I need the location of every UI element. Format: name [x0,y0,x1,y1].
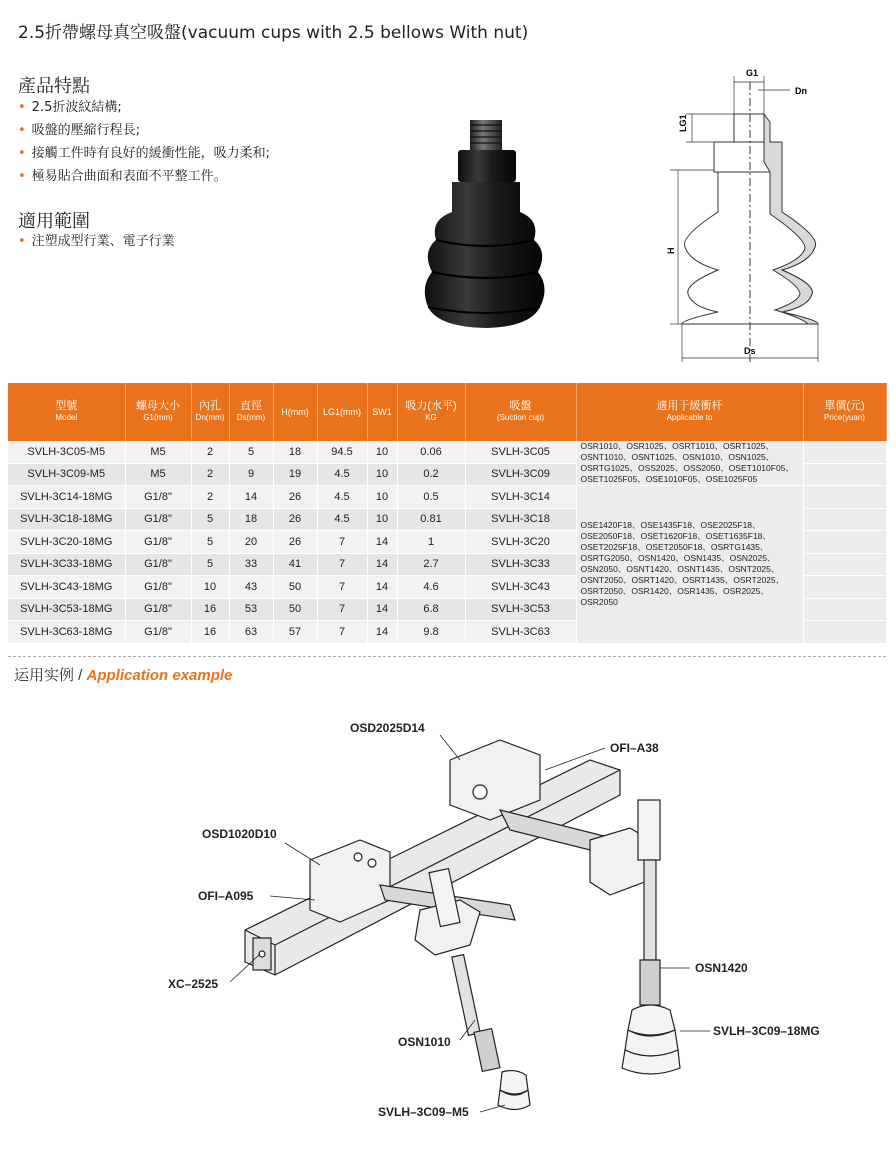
cell-cup: SVLH-3C63 [465,621,576,644]
col-header: LG1(mm) [317,383,367,441]
cell-cup: SVLH-3C53 [465,598,576,621]
cell-ds: 9 [229,463,273,486]
features-list [18,96,270,188]
cell-model: SVLH-3C20-18MG [8,531,125,554]
cell-h: 57 [273,621,317,644]
cell-dn: 16 [191,598,229,621]
cell-lg1: 7 [317,598,367,621]
cell-kg: 4.6 [397,576,465,599]
cell-sw1: 10 [367,486,397,509]
cell-sw1: 10 [367,463,397,486]
product-photo [410,112,550,337]
cell-price [803,441,886,463]
cell-model: SVLH-3C33-18MG [8,553,125,576]
col-header: H(mm) [273,383,317,441]
cell-g1: M5 [125,441,191,463]
cell-sw1: 14 [367,598,397,621]
usage-heading: 適用範圍 [18,211,90,232]
cell-ds: 20 [229,531,273,554]
cell-dn: 2 [191,441,229,463]
feature-item: • 極易貼合曲面和表面不平整工件。 [18,169,227,184]
g1-label: G1 [746,68,759,78]
table-row [8,486,886,509]
cell-kg: 2.7 [397,553,465,576]
col-header: 螺母大小 G1(mm) [125,383,191,441]
label-osd2025d14: OSD2025D14 [350,721,425,735]
usage-list [18,230,175,253]
cell-price [803,553,886,576]
cell-cup: SVLH-3C09 [465,463,576,486]
cell-cup: SVLH-3C20 [465,531,576,554]
cell-dn: 5 [191,553,229,576]
cell-lg1: 7 [317,621,367,644]
cell-lg1: 4.5 [317,508,367,531]
cell-cup: SVLH-3C43 [465,576,576,599]
cell-cup: SVLH-3C18 [465,508,576,531]
label-svlh-3c09-18mg: SVLH–3C09–18MG [713,1024,820,1038]
cell-g1: G1/8" [125,553,191,576]
cell-dn: 5 [191,531,229,554]
cell-g1: G1/8" [125,486,191,509]
cell-ds: 63 [229,621,273,644]
cell-h: 26 [273,508,317,531]
cell-h: 26 [273,531,317,554]
cell-lg1: 94.5 [317,441,367,463]
label-osn1420: OSN1420 [695,961,748,975]
section-divider [8,656,886,657]
usage-item: • 注塑成型行業、電子行業 [18,234,175,249]
cell-sw1: 14 [367,621,397,644]
cell-kg: 1 [397,531,465,554]
col-header: 單價(元) Price(yuan) [803,383,886,441]
cell-kg: 0.81 [397,508,465,531]
cell-sw1: 10 [367,508,397,531]
cell-ds: 33 [229,553,273,576]
cell-model: SVLH-3C53-18MG [8,598,125,621]
features-heading: 產品特點 [18,76,90,97]
cell-cup: SVLH-3C33 [465,553,576,576]
cell-sw1: 14 [367,531,397,554]
col-header: 吸盤 (Suction cup) [465,383,576,441]
ds-label: Ds [744,346,756,356]
label-osd1020d10: OSD1020D10 [202,827,277,841]
cell-h: 41 [273,553,317,576]
cell-model: SVLH-3C43-18MG [8,576,125,599]
cell-lg1: 7 [317,576,367,599]
label-ofi-a095: OFI–A095 [198,889,254,903]
cell-lg1: 4.5 [317,486,367,509]
cell-lg1: 7 [317,531,367,554]
cell-dn: 2 [191,486,229,509]
cell-ds: 18 [229,508,273,531]
spec-table [8,383,887,644]
cell-applicable-group2: OSE1420F18、OSE1435F18、OSE2025F18、OSE2050F18、OSET1620F18、OSET1635F18、OSET2025F18、OSET2050F18、OSRTG1435、OSRTG2050、OSN1420、OSN1435、OSN2025、OSN2050、OSNT1420、OSNT1435、OSNT2025、OSNT2050、OSRT1420、OSRT1435、OSRT2025、OSRT2050、OSR1420、OSR1435、OSR2025、OSR2050 [576,486,803,644]
cell-price [803,508,886,531]
cell-model: SVLH-3C18-18MG [8,508,125,531]
col-header: SW1 [367,383,397,441]
cell-dn: 16 [191,621,229,644]
cell-price [803,621,886,644]
cell-ds: 14 [229,486,273,509]
cell-model: SVLH-3C14-18MG [8,486,125,509]
cell-h: 19 [273,463,317,486]
cell-kg: 6.8 [397,598,465,621]
application-heading: 运用实例 / Application example [14,667,233,684]
cell-g1: G1/8" [125,508,191,531]
table-header-row [8,383,886,441]
cell-price [803,463,886,486]
label-ofi-a38: OFI–A38 [610,741,659,755]
cell-g1: G1/8" [125,621,191,644]
col-header: 內孔 Dn(mm) [191,383,229,441]
cell-ds: 53 [229,598,273,621]
cell-h: 50 [273,598,317,621]
cell-price [803,598,886,621]
cell-applicable-group1: OSR1010、OSR1025、OSRT1010、OSRT1025、OSNT1010、OSNT1025、OSN1010、OSN1025、OSRTG1025、OSS2025、OSS2050、OSET1010F05、OSET1025F05、OSE1010F05、OSE1025F05 [576,441,803,486]
cell-h: 18 [273,441,317,463]
dn-label: Dn [795,86,807,96]
page-title: 2.5折帶螺母真空吸盤(vacuum cups with 2.5 bellows With nut) [18,23,529,43]
table-row [8,441,886,463]
application-illustration [150,700,890,1140]
label-xc-2525: XC–2525 [168,977,219,991]
cell-kg: 0.06 [397,441,465,463]
cell-h: 26 [273,486,317,509]
cell-ds: 5 [229,441,273,463]
cell-price [803,576,886,599]
col-header: 型號 Model [8,383,125,441]
cell-lg1: 7 [317,553,367,576]
cell-price [803,486,886,509]
cell-lg1: 4.5 [317,463,367,486]
col-header: 吸力(水平) KG [397,383,465,441]
cell-sw1: 14 [367,576,397,599]
h-label: H [666,247,676,254]
cell-cup: SVLH-3C14 [465,486,576,509]
feature-item: • 2.5折波紋結構; [18,100,122,115]
cell-h: 50 [273,576,317,599]
cell-model: SVLH-3C05-M5 [8,441,125,463]
cell-model: SVLH-3C09-M5 [8,463,125,486]
cell-sw1: 10 [367,441,397,463]
cell-kg: 0.5 [397,486,465,509]
col-header: 適用于緩衝杆 Applicable to [576,383,803,441]
feature-item: • 吸盤的壓縮行程長; [18,123,141,138]
cell-kg: 0.2 [397,463,465,486]
label-osn1010: OSN1010 [398,1035,451,1049]
technical-drawing [630,62,890,367]
cell-g1: M5 [125,463,191,486]
cell-ds: 43 [229,576,273,599]
cell-price [803,531,886,554]
cell-dn: 5 [191,508,229,531]
cell-g1: G1/8" [125,531,191,554]
cell-cup: SVLH-3C05 [465,441,576,463]
lg1-label: LG1 [678,114,688,132]
cell-kg: 9.8 [397,621,465,644]
col-header: 直徑 Ds(mm) [229,383,273,441]
feature-item: • 接觸工件時有良好的緩衝性能，吸力柔和; [18,146,271,161]
cell-g1: G1/8" [125,576,191,599]
cell-model: SVLH-3C63-18MG [8,621,125,644]
cell-dn: 2 [191,463,229,486]
label-svlh-3c09-m5: SVLH–3C09–M5 [378,1105,469,1119]
cell-dn: 10 [191,576,229,599]
cell-sw1: 14 [367,553,397,576]
cell-g1: G1/8" [125,598,191,621]
